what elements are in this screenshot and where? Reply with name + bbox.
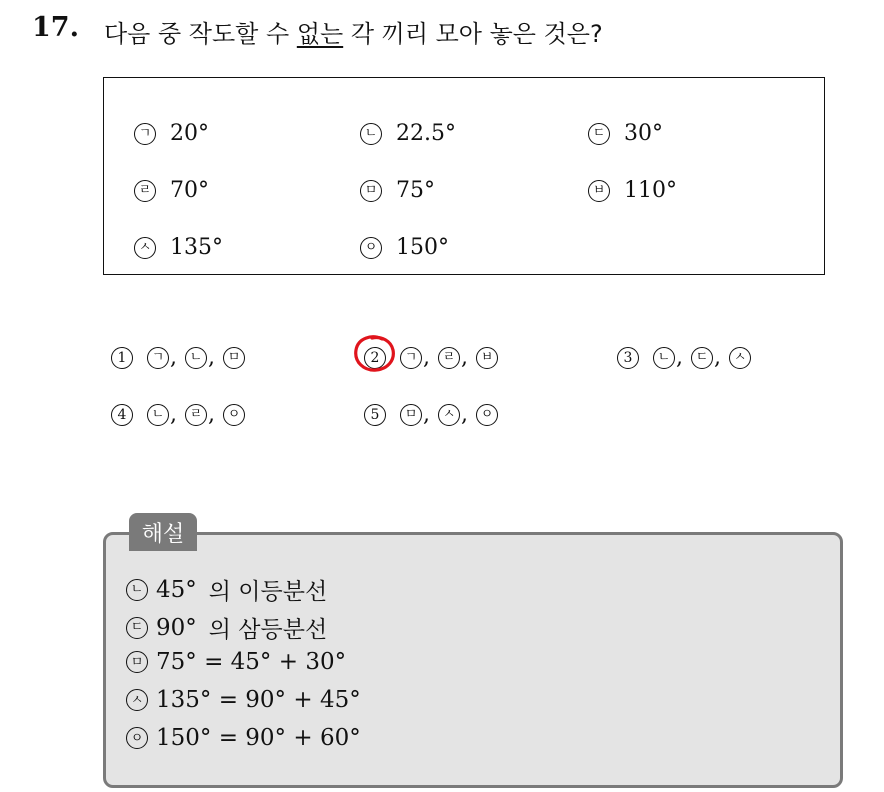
question-number: 17. xyxy=(32,12,79,43)
question-text xyxy=(104,14,603,49)
choice-1[interactable]: 1 ㄱ , ㄴ , ㅁ xyxy=(111,345,245,370)
circled-letter: ㄹ xyxy=(134,180,156,202)
circled-letter: ㅇ xyxy=(126,727,148,749)
circled-letter: ㅅ xyxy=(134,237,156,259)
solution-text: 의 이등분선 xyxy=(208,579,328,605)
choice-number: 5 xyxy=(364,404,386,426)
solution-math: 45° xyxy=(156,576,197,603)
circled-letter: ㄱ xyxy=(400,347,422,369)
solution-math: 90° xyxy=(156,614,197,641)
choice-2[interactable]: 2 ㄱ , ㄹ , ㅂ xyxy=(364,345,498,370)
circled-letter: ㄱ xyxy=(134,123,156,145)
angle-value: 20° xyxy=(170,121,209,146)
given-item xyxy=(134,121,209,146)
angle-value: 110° xyxy=(624,178,677,203)
circled-letter: ㄴ xyxy=(126,579,148,601)
angle-value: 135° xyxy=(170,235,223,260)
circled-letter: ㄷ xyxy=(126,617,148,639)
angle-value: 22.5° xyxy=(396,121,456,146)
circled-letter: ㄴ xyxy=(185,347,207,369)
circled-letter: ㅁ xyxy=(126,651,148,673)
solution-math: 75° = 45° + 30° xyxy=(156,649,347,675)
solution-line xyxy=(126,573,327,606)
angle-value: 75° xyxy=(396,178,435,203)
circled-letter: ㅁ xyxy=(223,347,245,369)
circled-letter: ㄴ xyxy=(360,123,382,145)
circled-letter: ㄷ xyxy=(588,123,610,145)
solution-line xyxy=(126,725,361,751)
circled-letter: ㅁ xyxy=(400,404,422,426)
solution-line xyxy=(126,687,361,713)
question-text-underlined: 없는 xyxy=(296,20,344,48)
circled-letter: ㄷ xyxy=(691,347,713,369)
circled-letter: ㅅ xyxy=(126,689,148,711)
question-text-after: 각 끼리 모아 놓은 것은? xyxy=(343,20,603,48)
choice-3[interactable]: 3 ㄴ , ㄷ , ㅅ xyxy=(617,345,751,370)
choice-number: 1 xyxy=(111,347,133,369)
circled-letter: ㅁ xyxy=(360,180,382,202)
solution-math: 150° = 90° + 60° xyxy=(156,725,361,751)
solution-tab: 해설 xyxy=(129,513,197,551)
circled-letter: ㅇ xyxy=(476,404,498,426)
circled-letter: ㄴ xyxy=(147,404,169,426)
solution-box xyxy=(103,532,843,788)
circled-letter: ㄴ xyxy=(653,347,675,369)
angle-value: 70° xyxy=(170,178,209,203)
circled-letter: ㅅ xyxy=(438,404,460,426)
choice-4[interactable]: 4 ㄴ , ㄹ , ㅇ xyxy=(111,402,245,427)
circled-letter: ㅇ xyxy=(360,237,382,259)
choice-number: 3 xyxy=(617,347,639,369)
given-item xyxy=(134,235,223,260)
solution-math: 135° = 90° + 45° xyxy=(156,687,361,713)
circled-letter: ㄹ xyxy=(438,347,460,369)
circled-letter: ㅅ xyxy=(729,347,751,369)
choice-5[interactable]: 5 ㅁ , ㅅ , ㅇ xyxy=(364,402,498,427)
given-item xyxy=(588,178,677,203)
given-item xyxy=(360,235,449,260)
choice-number: 2 xyxy=(364,347,386,369)
circled-letter: ㅂ xyxy=(476,347,498,369)
question-text-before: 다음 중 작도할 수 xyxy=(104,20,297,48)
given-item xyxy=(134,178,209,203)
solution-line xyxy=(126,611,327,644)
circled-letter: ㄱ xyxy=(147,347,169,369)
angle-value: 150° xyxy=(396,235,449,260)
given-item xyxy=(360,121,456,146)
given-item xyxy=(360,178,435,203)
given-angles-box xyxy=(103,77,825,275)
circled-letter: ㄹ xyxy=(185,404,207,426)
solution-text: 의 삼등분선 xyxy=(208,617,328,643)
solution-line xyxy=(126,649,346,675)
choice-number: 4 xyxy=(111,404,133,426)
given-item xyxy=(588,121,663,146)
angle-value: 30° xyxy=(624,121,663,146)
circled-letter: ㅂ xyxy=(588,180,610,202)
circled-letter: ㅇ xyxy=(223,404,245,426)
